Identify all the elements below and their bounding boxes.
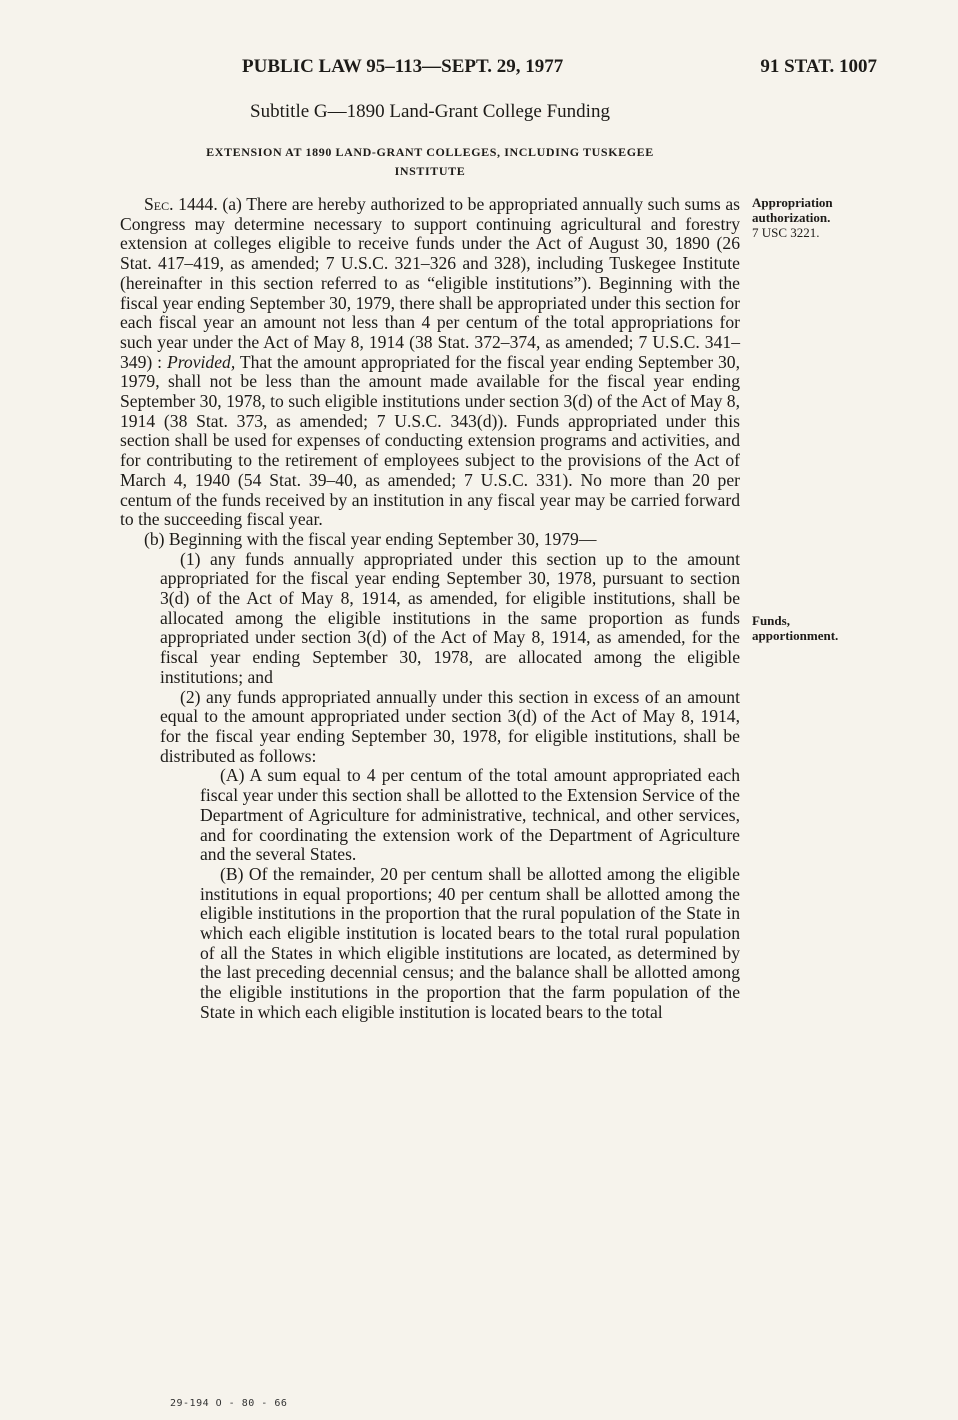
paragraph-a-continued: That the amount appropriated for the fiscal year ending September 30, 1979, shall not be less than the amount made available for the fiscal year ending September 30, 1978, to such eligible institutions under section 3(d) of the Act of May 8, 1914 (38 Stat. 373, as amended; 7 U.S.C. 343(d)). Funds appropriated under this section shall be used for expenses of conducting extension programs and activities, and for contributing to the retirement of employees subject to the provisions of the Act of March 4, 1940 (54 Stat. 39–40, as amended; 7 U.S.C. 331). No more than 20 per centum of the funds received by an institution in any fiscal year may be carried forward to the succeeding fiscal year.: [120, 351, 740, 530]
paragraph-b2: (2) any funds appropriated annually under this section in excess of an amount equal to the amount appropriated under section 3(d) of the Act of May 8, 1914, for the fiscal year ending September 30, 1978, for eligible institutions, shall be distributed as follows:: [160, 686, 740, 766]
margin-note-appropriation-text: Appropriation authorization.: [752, 195, 833, 225]
paragraph-b1: (1) any funds annually appropriated under this section up to the amount appropriated for the fiscal year ending September 30, 1978, pursuant to section 3(d) of the Act of May 8, 1914, as amended, for eligible institutions, shall be allocated among the eligible institutions in the same proportion as funds appropriated under section 3(d) of the Act of May 8, 1914, as amended, for the fiscal year ending September 30, 1978, are allocated among the eligible institutions; and: [160, 548, 740, 687]
page-header: [120, 56, 880, 82]
statute-page-number: 91 STAT. 1007: [760, 56, 877, 77]
paragraph-bA: (A) A sum equal to 4 per centum of the total amount appropriated each fiscal year under this section shall be allotted to the Extension Service of the Department of Agriculture for administrative, technical, and other services, and for coordinating the extension work of the Department of Agriculture and the several States.: [200, 765, 740, 865]
section-body: [120, 195, 740, 1023]
provided-proviso: Provided,: [166, 351, 236, 372]
section-heading-line2: INSTITUTE: [394, 164, 466, 178]
print-code-footer: 29-194 O - 80 - 66: [170, 1398, 288, 1409]
paragraph-a-text: (a) There are hereby authorized to be appropriated annually such sums as Congress may determine necessary to support continuing agricultural and forestry extension at colleges eligible to receive funds under the Act of August 30, 1890 (26 Stat. 417–419, as amended; 7 U.S.C. 321–326 and 328), including Tuskegee Institute (hereinafter in this section referred to as “eligible institutions”). Beginning with the fiscal year ending September 30, 1979, there shall be appropriated under this section for each fiscal year an amount not less than 4 per centum of the total appropriations for such year under the Act of May 8, 1914 (38 Stat. 372–374, as amended; 7 U.S.C. 341–349) :: [120, 194, 740, 372]
margin-note-usc-citation: 7 USC 3221.: [752, 225, 820, 240]
section-heading: [120, 143, 740, 181]
margin-note-funds: Funds, apportionment.: [752, 613, 839, 643]
section-heading-line1: EXTENSION AT 1890 LAND-GRANT COLLEGES, INCLUDING TUSKEGEE: [206, 145, 654, 159]
paragraph-b: (b) Beginning with the fiscal year ending September 30, 1979—: [144, 528, 597, 549]
subtitle-heading: Subtitle G—1890 Land-Grant College Funding: [250, 101, 610, 122]
paragraph-bB: (B) Of the remainder, 20 per centum shall be allotted among the eligible institutions in equal proportions; 40 per centum shall be allotted among the eligible institutions in the proportion that the rural population of the State in which each eligible institution is located bears to the total rural population of all the States in which eligible institutions are located, as determined by the last preceding decennial census; and the balance shall be allotted among the eligible institutions in the proportion that the farm population of the State in which each eligible institution is located bears to the total: [200, 863, 740, 1022]
paragraph-a: [120, 195, 740, 530]
margin-note-appropriation: [752, 195, 862, 240]
public-law-citation: PUBLIC LAW 95–113—SEPT. 29, 1977: [242, 56, 564, 77]
section-number: Sec. 1444.: [144, 194, 218, 214]
